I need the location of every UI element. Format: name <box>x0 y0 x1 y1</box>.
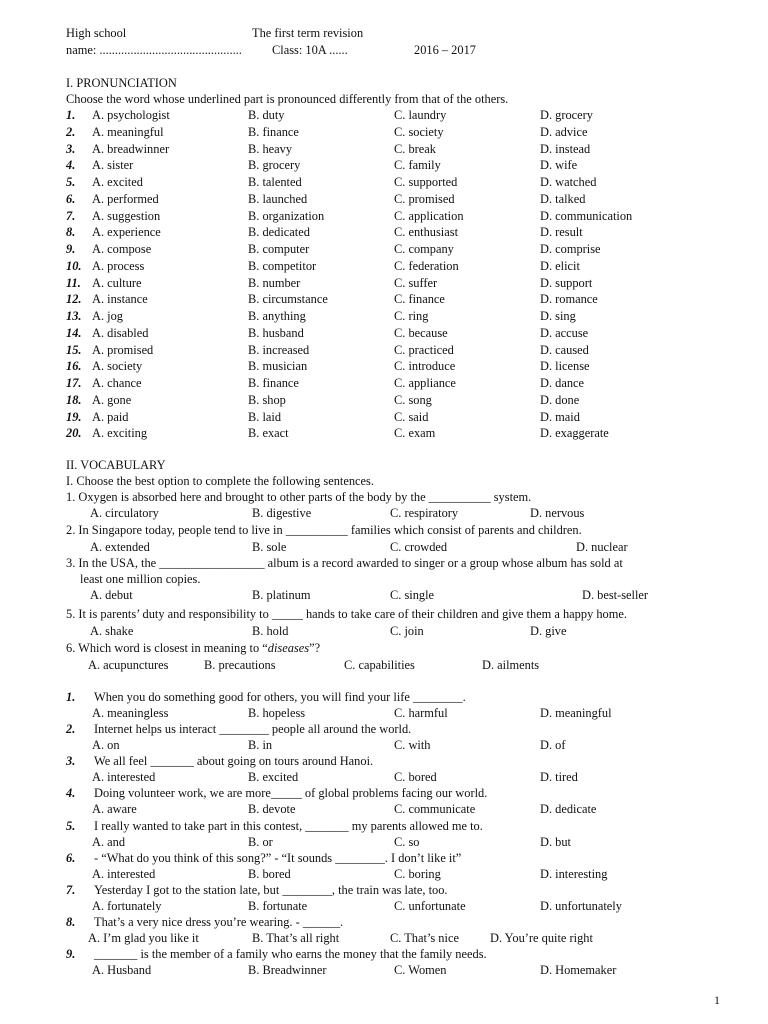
option-c: C. society <box>394 124 444 139</box>
option-c: C. federation <box>394 258 459 273</box>
item-number: 1. <box>66 108 76 122</box>
option-c: C. promised <box>394 191 455 206</box>
option-b: B. laid <box>248 409 282 424</box>
pronunciation-item <box>0 326 768 342</box>
item-number: 18. <box>66 392 82 407</box>
item-number: 9. <box>66 242 76 256</box>
option-b: B. computer <box>248 242 310 256</box>
option-a: A. chance <box>92 376 142 390</box>
option-d: D. unfortunately <box>540 899 622 913</box>
option-c: C. appliance <box>394 376 456 390</box>
pronunciation-item <box>0 276 768 292</box>
vocab-question-5: 5. It is parents’ duty and responsibility to _____ hands to take care of their children and give them a happy home. <box>66 607 627 621</box>
item-number: 3. <box>66 141 76 156</box>
option-c: C. boring <box>394 867 441 881</box>
option-b: B. digestive <box>252 506 312 520</box>
option-d: D. Homemaker <box>540 963 617 977</box>
option-d: D. support <box>540 275 593 290</box>
option-a: A. circulatory <box>90 506 159 520</box>
vocab-question-3: 3. In the USA, the _________________ album is a record awarded to singer or a group whose album has sold at <box>66 556 623 570</box>
option-a: A. sister <box>92 158 134 173</box>
option-b: B. circumstance <box>248 292 328 307</box>
option-b: B. exact <box>248 426 289 441</box>
option-d: D. of <box>540 738 566 752</box>
item-number: 4. <box>66 158 76 173</box>
item-number: 6. <box>66 191 76 206</box>
option-a: A. aware <box>92 802 137 816</box>
option-c: C. laundry <box>394 108 447 122</box>
item-number: 12. <box>66 292 82 307</box>
option-c: C. because <box>394 325 448 340</box>
option-b: B. in <box>248 738 273 752</box>
option-a: A. process <box>92 258 145 273</box>
option-b: B. anything <box>248 309 306 323</box>
option-c: C. crowded <box>390 540 448 554</box>
item-number: 7. <box>66 883 76 897</box>
question-text: That’s a very nice dress you’re wearing. - ______. <box>94 915 344 929</box>
option-c: C. song <box>394 392 432 407</box>
option-b: B. finance <box>248 124 299 139</box>
option-a: A. instance <box>92 292 148 307</box>
pronunciation-item <box>0 125 768 141</box>
option-c: C. suffer <box>394 275 438 290</box>
option-a: A. gone <box>92 392 132 407</box>
question-text: Internet helps us interact ________ people all around the world. <box>94 722 412 736</box>
school-year: 2016 – 2017 <box>414 43 476 57</box>
section-vocabulary-heading: II. VOCABULARY <box>66 458 166 472</box>
vocab-question-6: 6. Which word is closest in meaning to “diseases”? <box>66 641 321 655</box>
option-a: A. society <box>92 359 143 374</box>
option-b: B. or <box>248 835 273 849</box>
option-a: A. meaningless <box>92 706 169 720</box>
option-a: A. compose <box>92 242 152 256</box>
pronunciation-item <box>0 158 768 174</box>
option-d: D. best-seller <box>582 588 649 602</box>
option-d: D. dance <box>540 376 585 390</box>
option-a: A. fortunately <box>92 899 162 913</box>
item-number: 5. <box>66 819 76 833</box>
option-a: A. shake <box>90 624 134 638</box>
pronunciation-item <box>0 142 768 158</box>
option-c: C. family <box>394 158 441 173</box>
pronunciation-item <box>0 410 768 426</box>
option-a: A. experience <box>92 225 161 240</box>
option-a: A. extended <box>90 540 150 554</box>
option-b: B. sole <box>252 540 287 554</box>
option-a: A. psychologist <box>92 108 170 122</box>
option-a: A. acupunctures <box>88 658 169 672</box>
option-b: B. organization <box>248 208 325 223</box>
option-d: D. nuclear <box>576 540 628 554</box>
item-number: 13. <box>66 309 82 323</box>
option-c: C. introduce <box>394 359 456 374</box>
pronunciation-item <box>0 426 768 442</box>
option-b: B. finance <box>248 376 299 390</box>
option-b: B. duty <box>248 108 285 122</box>
pronunciation-item <box>0 259 768 275</box>
vocab-question-1: 1. Oxygen is absorbed here and brought to other parts of the body by the __________ system. <box>66 490 532 504</box>
option-b: B. hopeless <box>248 706 306 720</box>
vocab-question-3-continued: least one million copies. <box>80 572 201 586</box>
option-d: D. maid <box>540 409 580 424</box>
option-c: C. supported <box>394 175 458 189</box>
item-number: 20. <box>66 426 82 441</box>
option-d: D. give <box>530 624 567 638</box>
pronunciation-item <box>0 175 768 191</box>
pronunciation-item <box>0 343 768 359</box>
option-b: B. fortunate <box>248 899 308 913</box>
option-d: D. tired <box>540 770 578 784</box>
option-a: A. Husband <box>92 963 152 977</box>
option-a: A. disabled <box>92 325 149 340</box>
item-number: 4. <box>66 786 76 800</box>
option-b: B. shop <box>248 392 286 407</box>
option-d: D. ailments <box>482 658 540 672</box>
option-d: D. done <box>540 392 580 407</box>
option-a: A. interested <box>92 770 156 784</box>
question-text: We all feel _______ about going on tours around Hanoi. <box>94 754 374 768</box>
option-a: A. paid <box>92 409 129 424</box>
option-a: A. and <box>92 835 126 849</box>
school-label: High school <box>66 26 127 40</box>
option-b: B. heavy <box>248 141 293 156</box>
item-number: 9. <box>66 947 76 961</box>
page-number: 1 <box>714 993 720 1007</box>
option-c: C. respiratory <box>390 506 459 520</box>
option-d: D. license <box>540 359 590 374</box>
option-d: D. result <box>540 225 583 240</box>
option-d: D. but <box>540 835 571 849</box>
option-a: A. interested <box>92 867 156 881</box>
option-c: C. application <box>394 208 464 223</box>
name-field: name: .............................................. <box>66 43 242 57</box>
option-c: C. ring <box>394 309 429 323</box>
option-b: B. excited <box>248 770 299 784</box>
item-number: 5. <box>66 175 76 189</box>
item-number: 19. <box>66 409 82 424</box>
option-b: B. number <box>248 275 301 290</box>
option-b: B. increased <box>248 342 310 357</box>
option-a: A. excited <box>92 175 143 189</box>
question-text: I really wanted to take part in this contest, _______ my parents allowed me to. <box>94 819 483 833</box>
item-number: 2. <box>66 722 76 736</box>
option-a: A. meaningful <box>92 124 164 139</box>
item-number: 8. <box>66 225 76 240</box>
option-b: B. That’s all right <box>252 931 340 945</box>
pronunciation-item <box>0 309 768 325</box>
option-c: C. said <box>394 409 429 424</box>
option-b: B. talented <box>248 175 302 189</box>
option-b: B. platinum <box>252 588 311 602</box>
pronunciation-item <box>0 393 768 409</box>
option-c: C. practiced <box>394 342 454 357</box>
pronunciation-item <box>0 242 768 258</box>
option-d: D. accuse <box>540 325 589 340</box>
pronunciation-item <box>0 192 768 208</box>
option-b: B. precautions <box>204 658 276 672</box>
option-d: D. sing <box>540 309 576 323</box>
option-c: C. exam <box>394 426 436 441</box>
option-b: B. launched <box>248 191 308 206</box>
option-b: B. competitor <box>248 258 317 273</box>
option-b: B. Breadwinner <box>248 963 327 977</box>
option-c: C. capabilities <box>344 658 415 672</box>
option-c: C. That’s nice <box>390 931 459 945</box>
question-text: - “What do you think of this song?” - “It sounds ________. I don’t like it” <box>94 851 462 865</box>
option-d: D. advice <box>540 124 588 139</box>
vocab-question-2: 2. In Singapore today, people tend to live in __________ families which consist of parents and children. <box>66 523 582 537</box>
item-number: 6. <box>66 851 76 865</box>
option-a: A. culture <box>92 275 142 290</box>
option-a: A. promised <box>92 342 154 357</box>
section-pronunciation-heading: I. PRONUNCIATION <box>66 76 177 90</box>
option-b: B. hold <box>252 624 289 638</box>
option-d: D. watched <box>540 175 597 189</box>
option-a: A. suggestion <box>92 208 161 223</box>
option-c: C. enthusiast <box>394 225 459 240</box>
option-d: D. romance <box>540 292 598 307</box>
item-number: 2. <box>66 124 76 139</box>
option-d: D. grocery <box>540 108 593 122</box>
option-d: D. You’re quite right <box>490 931 593 945</box>
item-number: 7. <box>66 208 76 223</box>
vocabulary-instruction: I. Choose the best option to complete the following sentences. <box>66 474 374 488</box>
item-number: 15. <box>66 342 82 357</box>
option-d: D. comprise <box>540 242 601 256</box>
item-number: 17. <box>66 376 82 390</box>
document-title: The first term revision <box>252 26 364 40</box>
option-c: C. unfortunate <box>394 899 466 913</box>
pronunciation-item <box>0 292 768 308</box>
option-b: B. husband <box>248 325 304 340</box>
pronunciation-item <box>0 209 768 225</box>
option-a: A. jog <box>92 309 123 323</box>
option-d: D. nervous <box>530 506 585 520</box>
option-c: C. so <box>394 835 420 849</box>
item-number: 3. <box>66 754 76 768</box>
option-a: A. I’m glad you like it <box>88 931 199 945</box>
pronunciation-item <box>0 225 768 241</box>
question-text: Yesterday I got to the station late, but ________, the train was late, too. <box>94 883 448 897</box>
option-d: D. meaningful <box>540 706 612 720</box>
option-c: C. company <box>394 242 454 256</box>
option-c: C. bored <box>394 770 437 784</box>
item-number: 8. <box>66 915 76 929</box>
option-d: D. instead <box>540 141 591 156</box>
option-d: D. interesting <box>540 867 608 881</box>
question-text: Doing volunteer work, we are more_____ of global problems facing our world. <box>94 786 488 800</box>
option-c: C. break <box>394 141 436 156</box>
option-c: C. finance <box>394 292 445 307</box>
option-c: C. Women <box>394 963 447 977</box>
option-a: A. on <box>92 738 120 752</box>
pronunciation-item <box>0 108 768 124</box>
option-b: B. grocery <box>248 158 301 173</box>
item-number: 1. <box>66 690 76 704</box>
option-b: B. devote <box>248 802 296 816</box>
option-d: D. dedicate <box>540 802 597 816</box>
option-b: B. dedicated <box>248 225 310 240</box>
question-text: _______ is the member of a family who earns the money that the family needs. <box>94 947 487 961</box>
class-field: Class: 10A ...... <box>272 43 348 57</box>
option-b: B. musician <box>248 359 308 374</box>
option-c: C. communicate <box>394 802 476 816</box>
item-number: 16. <box>66 359 82 374</box>
option-b: B. bored <box>248 867 291 881</box>
option-c: C. harmful <box>394 706 448 720</box>
option-a: A. breadwinner <box>92 141 170 156</box>
pronunciation-instruction: Choose the word whose underlined part is pronounced differently from that of the others. <box>66 92 509 106</box>
option-a: A. exciting <box>92 426 148 441</box>
item-number: 11. <box>66 275 81 290</box>
option-c: C. single <box>390 588 435 602</box>
option-d: D. talked <box>540 191 586 206</box>
option-a: A. performed <box>92 191 159 206</box>
option-c: C. join <box>390 624 424 638</box>
option-a: A. debut <box>90 588 133 602</box>
option-d: D. exaggerate <box>540 426 609 441</box>
pronunciation-item <box>0 376 768 392</box>
option-c: C. with <box>394 738 431 752</box>
option-d: D. caused <box>540 342 589 357</box>
item-number: 10. <box>66 258 82 273</box>
item-number: 14. <box>66 325 82 340</box>
option-d: D. elicit <box>540 258 580 273</box>
option-d: D. wife <box>540 158 578 173</box>
pronunciation-item <box>0 359 768 375</box>
question-text: When you do something good for others, you will find your life ________. <box>94 690 466 704</box>
option-d: D. communication <box>540 208 633 223</box>
